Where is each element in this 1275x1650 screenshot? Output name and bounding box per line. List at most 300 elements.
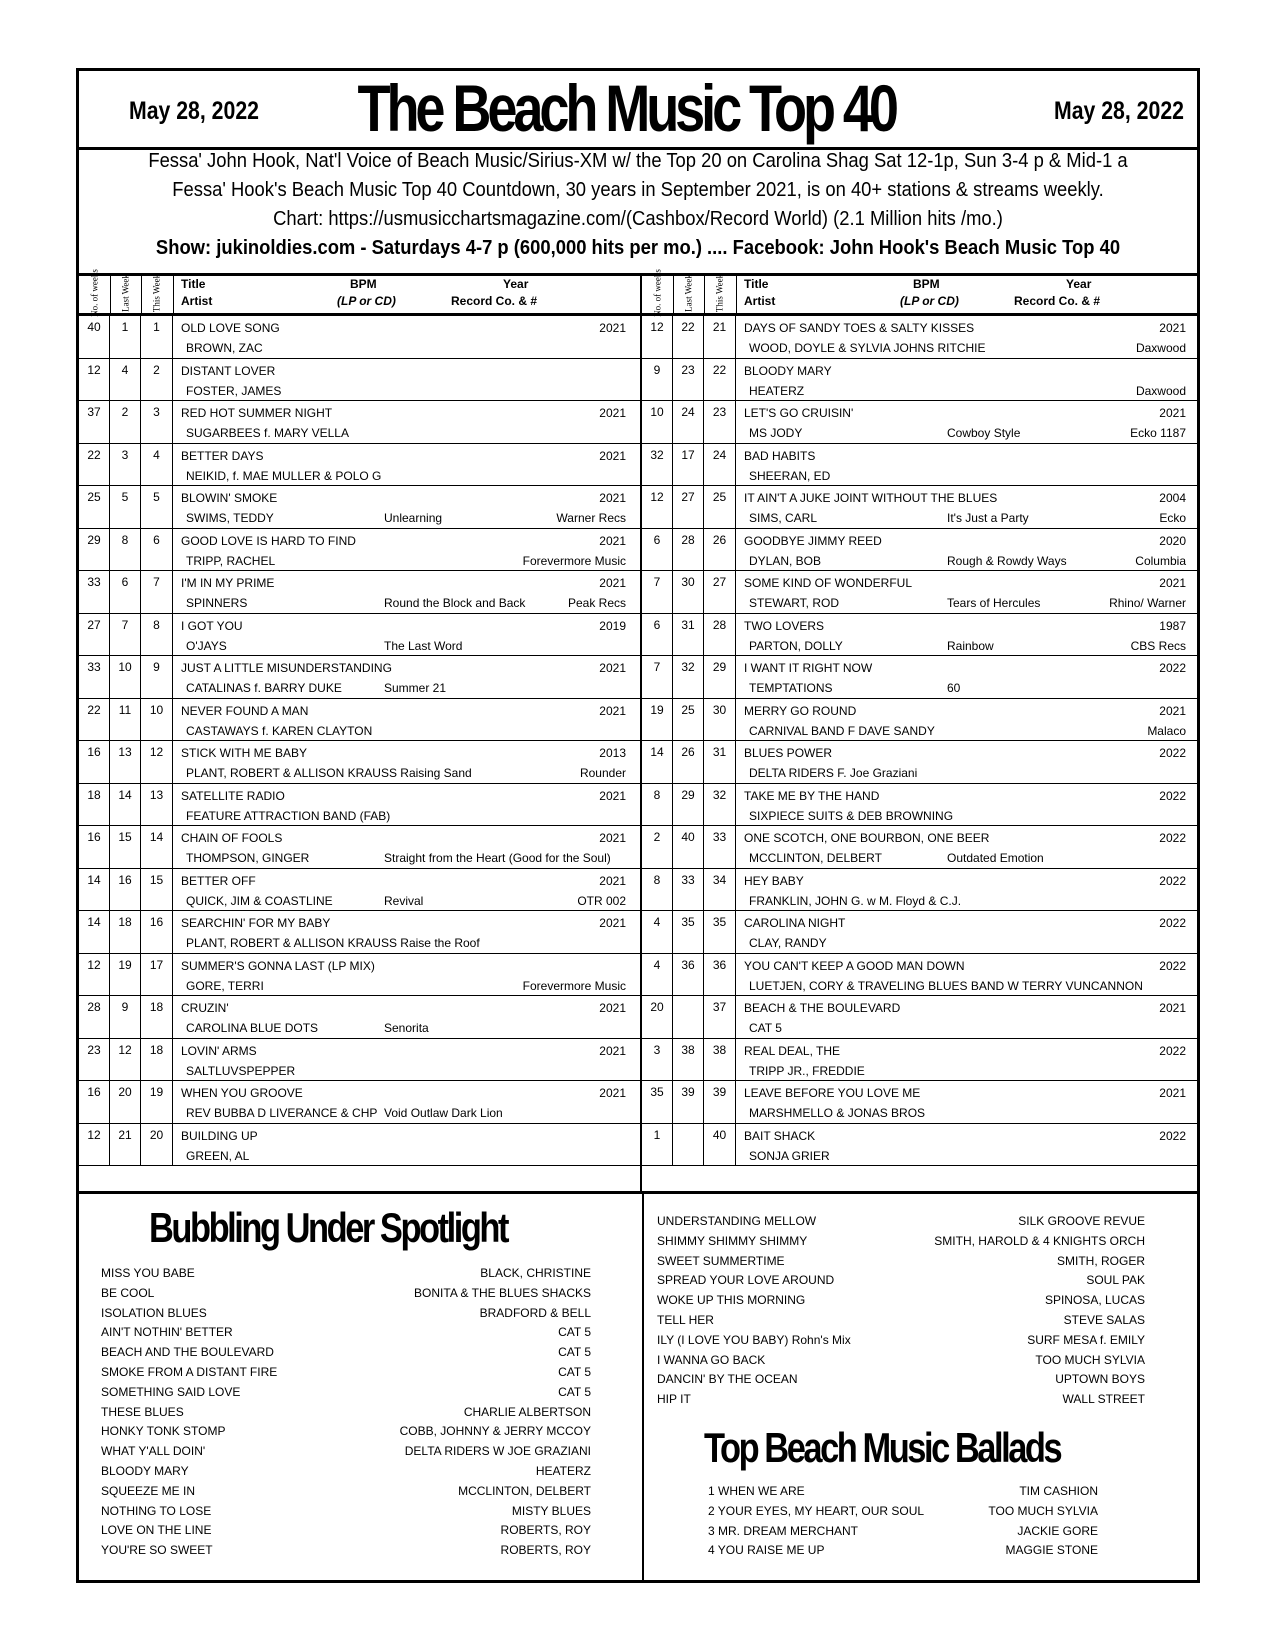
last-week: 9 — [110, 996, 141, 1038]
song-artist: SPINNERS — [186, 596, 248, 610]
song-artist: REV BUBBA D LIVERANCE & CHP — [186, 1106, 378, 1120]
list-artist: SOUL PAK — [1086, 1273, 1145, 1288]
song-year: 2004 — [1159, 491, 1186, 505]
last-week: 3 — [110, 444, 141, 486]
list-artist: JACKIE GORE — [1017, 1523, 1098, 1538]
song-title: REAL DEAL, THE — [744, 1043, 841, 1058]
this-week: 18 — [141, 996, 173, 1038]
song-title: YOU CAN'T KEEP A GOOD MAN DOWN — [744, 958, 965, 973]
chart-right — [642, 269, 1200, 1194]
weeks-on-chart: 33 — [79, 571, 110, 613]
album: Straight from the Heart (Good for the Soul) — [384, 851, 611, 865]
album: Tears of Hercules — [947, 596, 1041, 610]
last-week: 10 — [110, 656, 141, 698]
song-title: IT AIN'T A JUKE JOINT WITHOUT THE BLUES — [744, 491, 998, 505]
chart-row — [642, 954, 1200, 997]
this-week: 26 — [704, 529, 736, 571]
song-year: 2013 — [599, 746, 626, 760]
list-artist: CAT 5 — [558, 1384, 591, 1399]
this-week: 38 — [704, 1039, 736, 1081]
col-last: Last Week — [120, 274, 130, 312]
chart-row — [79, 869, 640, 912]
list-item — [101, 1543, 591, 1563]
list-item — [657, 1254, 1145, 1274]
list-song: NOTHING TO LOSE — [101, 1503, 212, 1518]
chart-row — [79, 614, 640, 657]
list-item — [101, 1266, 591, 1286]
chart-row — [642, 784, 1200, 827]
list-item — [708, 1484, 1098, 1504]
list-item — [101, 1405, 591, 1425]
song-year: 2021 — [599, 1001, 626, 1015]
album: Round the Block and Back — [384, 596, 526, 610]
song-year: 2021 — [599, 448, 626, 463]
weeks-on-chart: 37 — [79, 401, 110, 443]
list-artist: BRADFORD & BELL — [479, 1305, 591, 1320]
song-artist: BROWN, ZAC — [186, 341, 263, 355]
song-title: WHEN YOU GROOVE — [181, 1086, 303, 1100]
song-year: 2021 — [1159, 576, 1186, 590]
list-artist: SILK GROOVE REVUE — [1018, 1214, 1145, 1228]
weeks-on-chart: 9 — [642, 359, 673, 401]
chart-row — [642, 359, 1200, 402]
this-week: 40 — [704, 1124, 736, 1166]
weeks-on-chart: 23 — [79, 1039, 110, 1081]
info-line-1: Fessa' John Hook, Nat'l Voice of Beach Music/Sirius-XM w/ the Top 20 on Carolina Shag Sat 12-1p, Sun 3-4 p & Mid-1 a — [148, 150, 1128, 172]
page-title: The Beach Music Top 40 — [357, 71, 895, 145]
song-title: BETTER OFF — [181, 873, 256, 888]
weeks-on-chart: 19 — [642, 699, 673, 741]
list-artist: ROBERTS, ROY — [500, 1543, 591, 1558]
list-song: HONKY TONK STOMP — [101, 1424, 226, 1439]
chart-row — [79, 996, 640, 1039]
chart-row — [79, 656, 640, 699]
weeks-on-chart: 29 — [79, 529, 110, 571]
this-week: 33 — [704, 826, 736, 868]
list-item — [101, 1444, 591, 1464]
col-lp: (LP or CD) — [900, 294, 959, 308]
song-artist: CARNIVAL BAND F DAVE SANDY — [749, 723, 935, 738]
this-week: 1 — [141, 316, 173, 358]
list-artist: CAT 5 — [558, 1364, 591, 1379]
last-week: 6 — [110, 571, 141, 613]
list-song: BE COOL — [101, 1285, 155, 1300]
chart-left — [79, 269, 642, 1194]
song-artist: CAROLINA BLUE DOTS — [186, 1021, 319, 1035]
song-title: CRUZIN' — [181, 1001, 229, 1015]
last-week: 28 — [673, 529, 704, 571]
last-week: 13 — [110, 741, 141, 783]
song-title: NEVER FOUND A MAN — [181, 703, 309, 718]
list-song: SPREAD YOUR LOVE AROUND — [657, 1273, 835, 1288]
list-item — [101, 1424, 591, 1444]
this-week: 34 — [704, 869, 736, 911]
list-song: SQUEEZE ME IN — [101, 1483, 196, 1498]
song-title: LET'S GO CRUISIN' — [744, 406, 854, 420]
last-week: 20 — [110, 1081, 141, 1123]
album: Rough & Rowdy Ways — [947, 553, 1067, 568]
list-artist: TOO MUCH SYLVIA — [1035, 1352, 1145, 1367]
this-week: 23 — [704, 401, 736, 443]
song-artist: FOSTER, JAMES — [186, 383, 282, 398]
weeks-on-chart: 2 — [642, 826, 673, 868]
this-week: 14 — [141, 826, 173, 868]
song-title: SATELLITE RADIO — [181, 788, 285, 803]
column-header — [642, 269, 1200, 317]
this-week: 9 — [141, 656, 173, 698]
song-year: 2021 — [1159, 703, 1186, 718]
col-lp: (LP or CD) — [337, 294, 396, 308]
col-this: This Week — [151, 273, 162, 313]
song-year: 2020 — [1159, 533, 1186, 548]
album: Outdated Emotion — [947, 851, 1044, 865]
col-title: Title — [744, 277, 769, 291]
list-item — [101, 1306, 591, 1326]
record-label: OTR 002 — [577, 893, 626, 908]
song-artist: CATALINAS f. BARRY DUKE — [186, 681, 342, 695]
this-week: 22 — [704, 359, 736, 401]
song-year: 2021 — [599, 788, 626, 803]
weeks-on-chart: 12 — [642, 486, 673, 528]
chart-row — [642, 401, 1200, 444]
song-year: 2021 — [599, 533, 626, 548]
info-line-2: Fessa' Hook's Beach Music Top 40 Countdown, 30 years in September 2021, is on 40+ stations & streams weekly. — [172, 179, 1104, 201]
weeks-on-chart: 14 — [79, 911, 110, 953]
chart-row — [642, 529, 1200, 572]
list-song: ILY (I LOVE YOU BABY) Rohn's Mix — [657, 1332, 851, 1347]
bubbling-list-2 — [657, 1214, 1145, 1412]
chart-row — [79, 911, 640, 954]
list-item — [708, 1524, 1098, 1544]
list-item — [101, 1325, 591, 1345]
list-artist: HEATERZ — [535, 1463, 591, 1478]
record-label: Columbia — [1135, 553, 1186, 568]
this-week: 20 — [141, 1124, 173, 1166]
song-title: BUILDING UP — [181, 1128, 258, 1143]
last-week: 7 — [110, 614, 141, 656]
song-artist: FEATURE ATTRACTION BAND (FAB) — [186, 808, 391, 823]
chart-row — [642, 486, 1200, 529]
this-week: 39 — [704, 1081, 736, 1123]
record-label: Warner Recs — [556, 511, 626, 525]
list-artist: BONITA & THE BLUES SHACKS — [414, 1285, 591, 1300]
record-label: Daxwood — [1135, 383, 1186, 398]
col-record: Record Co. & # — [451, 294, 538, 308]
song-artist: PLANT, ROBERT & ALLISON KRAUSS Raising Sand — [186, 766, 472, 780]
song-artist: PLANT, ROBERT & ALLISON KRAUSS Raise the Roof — [186, 936, 480, 950]
song-artist: CLAY, RANDY — [749, 936, 827, 950]
song-year: 2021 — [599, 491, 626, 505]
song-artist: PARTON, DOLLY — [749, 638, 843, 653]
song-year: 2021 — [599, 703, 626, 718]
song-title: MERRY GO ROUND — [744, 703, 857, 718]
this-week: 24 — [704, 444, 736, 486]
weeks-on-chart: 14 — [79, 869, 110, 911]
weeks-on-chart: 22 — [79, 699, 110, 741]
album: 60 — [947, 681, 961, 695]
last-week: 33 — [673, 869, 704, 911]
song-title: BLOWIN' SMOKE — [181, 491, 278, 505]
song-artist: SIMS, CARL — [749, 511, 818, 525]
last-week: 19 — [110, 954, 141, 996]
col-weeks: No. of weeks — [89, 269, 99, 317]
this-week: 6 — [141, 529, 173, 571]
this-week: 5 — [141, 486, 173, 528]
song-artist: TRIPP, RACHEL — [186, 553, 276, 568]
last-week: 26 — [673, 741, 704, 783]
chart-row — [79, 954, 640, 997]
song-artist: SIXPIECE SUITS & DEB BROWNING — [749, 808, 954, 823]
last-week: 11 — [110, 699, 141, 741]
album: The Last Word — [384, 638, 463, 653]
last-week: 1 — [110, 316, 141, 358]
list-artist: CAT 5 — [558, 1345, 591, 1360]
song-title: BAIT SHACK — [744, 1128, 816, 1143]
chart-row — [642, 1124, 1200, 1167]
last-week: 21 — [110, 1124, 141, 1166]
song-artist: DELTA RIDERS F. Joe Graziani — [749, 766, 918, 780]
chart-row — [79, 699, 640, 742]
album: Revival — [384, 893, 424, 908]
list-artist: CAT 5 — [558, 1325, 591, 1340]
song-title: BEACH & THE BOULEVARD — [744, 1001, 901, 1015]
song-title: SOME KIND OF WONDERFUL — [744, 576, 913, 590]
record-label: Rhino/ Warner — [1109, 596, 1186, 610]
song-year: 2021 — [1159, 321, 1186, 335]
song-title: SUMMER'S GONNA LAST (LP MIX) — [181, 958, 375, 973]
song-title: TAKE ME BY THE HAND — [744, 788, 880, 803]
song-year: 2022 — [1159, 1128, 1186, 1143]
weeks-on-chart: 14 — [642, 741, 673, 783]
song-year: 2021 — [599, 661, 626, 675]
this-week: 16 — [141, 911, 173, 953]
weeks-on-chart: 8 — [642, 784, 673, 826]
list-song: WOKE UP THIS MORNING — [657, 1293, 806, 1308]
song-title: OLD LOVE SONG — [181, 321, 280, 335]
weeks-on-chart: 16 — [79, 826, 110, 868]
ballads-list — [708, 1484, 1098, 1563]
list-item — [657, 1273, 1145, 1293]
info-line-4: Show: jukinoldies.com - Saturdays 4-7 p (600,000 hits per mo.) .... Facebook: John Hook's Beach Music Top 40 — [155, 237, 1121, 259]
last-week: 27 — [673, 486, 704, 528]
list-song: AIN'T NOTHIN' BETTER — [101, 1325, 233, 1340]
song-artist: CAT 5 — [749, 1021, 782, 1035]
list-artist: MISTY BLUES — [511, 1503, 591, 1518]
list-item — [101, 1365, 591, 1385]
this-week: 18 — [141, 1039, 173, 1081]
chart-row — [79, 444, 640, 487]
last-week: 8 — [110, 529, 141, 571]
list-item — [657, 1234, 1145, 1254]
list-artist: ROBERTS, ROY — [500, 1523, 591, 1538]
this-week: 28 — [704, 614, 736, 656]
bubbling-under-continued — [642, 1194, 1200, 1583]
song-year: 2022 — [1159, 958, 1186, 973]
record-label: Peak Recs — [567, 596, 626, 610]
weeks-on-chart: 16 — [79, 741, 110, 783]
this-week: 30 — [704, 699, 736, 741]
song-year: 2021 — [1159, 1001, 1186, 1015]
list-artist: SMITH, ROGER — [1056, 1253, 1145, 1268]
weeks-on-chart: 22 — [79, 444, 110, 486]
list-artist: MAGGIE STONE — [1005, 1543, 1098, 1558]
song-artist: QUICK, JIM & COASTLINE — [186, 893, 333, 908]
list-song: UNDERSTANDING MELLOW — [657, 1214, 817, 1228]
this-week: 25 — [704, 486, 736, 528]
chart-row — [642, 316, 1200, 359]
chart-row — [79, 741, 640, 784]
song-title: I WANT IT RIGHT NOW — [744, 661, 873, 675]
song-year: 2021 — [599, 916, 626, 930]
weeks-on-chart: 6 — [642, 529, 673, 571]
chart-row — [79, 826, 640, 869]
list-song: BLOODY MARY — [101, 1463, 189, 1478]
song-title: HEY BABY — [744, 873, 804, 888]
this-week: 19 — [141, 1081, 173, 1123]
album: Senorita — [384, 1021, 429, 1035]
song-year: 2022 — [1159, 873, 1186, 888]
bubbling-list — [101, 1266, 591, 1563]
song-artist: STEWART, ROD — [749, 596, 840, 610]
record-label: Ecko 1187 — [1130, 426, 1186, 440]
album: Void Outlaw Dark Lion — [384, 1106, 503, 1120]
chart-row — [642, 826, 1200, 869]
song-year: 2021 — [599, 576, 626, 590]
song-title: LEAVE BEFORE YOU LOVE ME — [744, 1086, 921, 1100]
list-artist: TOO MUCH SYLVIA — [988, 1503, 1098, 1518]
list-item — [708, 1543, 1098, 1563]
song-year: 2022 — [1159, 788, 1186, 803]
song-title: BETTER DAYS — [181, 448, 264, 463]
list-song: MISS YOU BABE — [101, 1266, 195, 1280]
list-artist: BLACK, CHRISTINE — [480, 1266, 591, 1280]
list-song: 3 MR. DREAM MERCHANT — [708, 1523, 859, 1538]
song-artist: DYLAN, BOB — [749, 553, 822, 568]
chart-row — [642, 444, 1200, 487]
weeks-on-chart: 12 — [79, 359, 110, 401]
song-title: RED HOT SUMMER NIGHT — [181, 406, 333, 420]
weeks-on-chart: 8 — [642, 869, 673, 911]
list-artist: MCCLINTON, DELBERT — [458, 1483, 591, 1498]
song-title: DISTANT LOVER — [181, 363, 276, 378]
list-item — [708, 1504, 1098, 1524]
list-artist: STEVE SALAS — [1063, 1312, 1145, 1327]
chart-row — [79, 359, 640, 402]
this-week: 10 — [141, 699, 173, 741]
this-week: 4 — [141, 444, 173, 486]
song-artist: O'JAYS — [186, 638, 227, 653]
list-artist: SPINOSA, LUCAS — [1044, 1293, 1145, 1308]
last-week: 16 — [110, 869, 141, 911]
last-week: 22 — [673, 316, 704, 358]
list-item — [657, 1353, 1145, 1373]
last-week: 40 — [673, 826, 704, 868]
album: Unlearning — [384, 511, 443, 525]
weeks-on-chart: 4 — [642, 954, 673, 996]
info-block — [79, 147, 1197, 276]
song-title: CAROLINA NIGHT — [744, 916, 846, 930]
chart-row — [642, 1039, 1200, 1082]
song-title: GOODBYE JIMMY REED — [744, 533, 882, 548]
song-year: 2021 — [599, 1043, 626, 1058]
last-week — [673, 996, 704, 1038]
weeks-on-chart: 33 — [79, 656, 110, 698]
song-artist: TRIPP JR., FREDDIE — [749, 1063, 865, 1078]
list-song: 2 YOUR EYES, MY HEART, OUR SOUL — [708, 1503, 925, 1518]
col-artist: Artist — [744, 294, 776, 308]
song-title: BLUES POWER — [744, 746, 833, 760]
this-week: 31 — [704, 741, 736, 783]
last-week: 29 — [673, 784, 704, 826]
last-week: 2 — [110, 401, 141, 443]
last-week: 31 — [673, 614, 704, 656]
song-artist: MS JODY — [749, 426, 803, 440]
chart-row — [79, 1124, 640, 1167]
list-song: HIP IT — [657, 1392, 691, 1407]
chart-row — [79, 401, 640, 444]
weeks-on-chart: 12 — [79, 1124, 110, 1166]
list-song: BEACH AND THE BOULEVARD — [101, 1345, 274, 1360]
list-song: SWEET SUMMERTIME — [657, 1253, 785, 1268]
this-week: 13 — [141, 784, 173, 826]
song-year: 2019 — [599, 618, 626, 633]
this-week: 36 — [704, 954, 736, 996]
song-year: 2021 — [599, 873, 626, 888]
last-week: 32 — [673, 656, 704, 698]
list-item — [101, 1523, 591, 1543]
last-week: 14 — [110, 784, 141, 826]
chart-page-frame — [76, 68, 1200, 1583]
song-artist: SUGARBEES f. MARY VELLA — [186, 426, 349, 440]
list-item — [657, 1313, 1145, 1333]
weeks-on-chart: 12 — [79, 954, 110, 996]
chart-row — [642, 699, 1200, 742]
song-title: BLOODY MARY — [744, 363, 832, 378]
weeks-on-chart: 32 — [642, 444, 673, 486]
list-artist: UPTOWN BOYS — [1055, 1372, 1145, 1387]
song-artist: SWIMS, TEDDY — [186, 511, 274, 525]
song-artist: MARSHMELLO & JONAS BROS — [749, 1106, 926, 1120]
record-label: Forevermore Music — [522, 553, 626, 568]
list-item — [657, 1333, 1145, 1353]
bubbling-under-section — [79, 1194, 644, 1583]
last-week: 23 — [673, 359, 704, 401]
song-title: LOVIN' ARMS — [181, 1043, 257, 1058]
song-artist: SHEERAN, ED — [749, 468, 831, 483]
chart-row — [642, 869, 1200, 912]
song-year: 2021 — [599, 1086, 626, 1100]
list-item — [101, 1504, 591, 1524]
weeks-on-chart: 25 — [79, 486, 110, 528]
last-week: 5 — [110, 486, 141, 528]
last-week: 18 — [110, 911, 141, 953]
last-week: 25 — [673, 699, 704, 741]
col-bpm: BPM — [350, 277, 377, 291]
col-this: This Week — [714, 273, 725, 313]
list-item — [657, 1293, 1145, 1313]
list-song: THESE BLUES — [101, 1404, 184, 1419]
song-title: JUST A LITTLE MISUNDERSTANDING — [181, 661, 392, 675]
weeks-on-chart: 35 — [642, 1081, 673, 1123]
weeks-on-chart: 1 — [642, 1124, 673, 1166]
list-artist: DELTA RIDERS W JOE GRAZIANI — [404, 1444, 591, 1459]
list-artist: CHARLIE ALBERTSON — [463, 1404, 591, 1419]
song-title: I GOT YOU — [181, 618, 243, 633]
song-year: 2022 — [1159, 831, 1186, 845]
this-week: 12 — [141, 741, 173, 783]
song-title: TWO LOVERS — [744, 618, 825, 633]
album: Summer 21 — [384, 681, 447, 695]
